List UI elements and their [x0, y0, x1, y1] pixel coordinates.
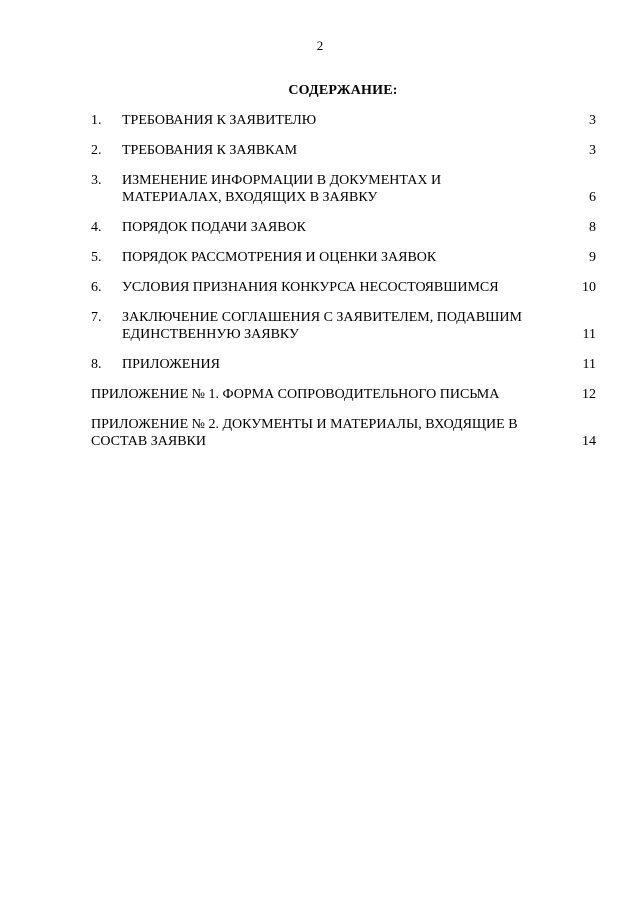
toc-entry-text: ПРИЛОЖЕНИЯ	[122, 357, 220, 372]
toc-entry-page: 3	[589, 113, 596, 128]
toc-entry	[91, 309, 596, 343]
toc-entry-text: ИЗМЕНЕНИЕ ИНФОРМАЦИИ В ДОКУМЕНТАХ И МАТЕРИАЛАХ, ВХОДЯЩИХ В ЗАЯВКУ	[122, 173, 442, 205]
toc-entry-text: ЗАКЛЮЧЕНИЕ СОГЛАШЕНИЯ С ЗАЯВИТЕЛЕМ, ПОДАВШИМ ЕДИНСТВЕННУЮ ЗАЯВКУ	[122, 310, 522, 342]
toc-entry-page: 8	[589, 220, 596, 235]
toc-entry-text: ПОРЯДОК ПОДАЧИ ЗАЯВОК	[122, 220, 306, 235]
toc-entry-number: 8.	[91, 357, 102, 372]
toc-entry	[91, 172, 596, 206]
toc-entry-text: ПРИЛОЖЕНИЕ № 1. ФОРМА СОПРОВОДИТЕЛЬНОГО ПИСЬМА	[91, 387, 500, 402]
toc-entry	[91, 219, 596, 236]
toc-entry-page: 9	[589, 250, 596, 265]
toc-appendix-entry	[91, 386, 596, 403]
toc-entry-number: 2.	[91, 143, 102, 158]
toc-entry	[91, 279, 596, 296]
toc-entry-number: 4.	[91, 220, 102, 235]
toc-entry-page: 11	[582, 327, 596, 342]
toc-entry-text: ТРЕБОВАНИЯ К ЗАЯВИТЕЛЮ	[122, 113, 317, 128]
page-number: 2	[316, 38, 324, 53]
toc-entry-text: ТРЕБОВАНИЯ К ЗАЯВКАМ	[122, 143, 298, 158]
toc-entry-page: 11	[582, 357, 596, 372]
toc-entry-text: УСЛОВИЯ ПРИЗНАНИЯ КОНКУРСА НЕСОСТОЯВШИМСЯ	[122, 280, 499, 295]
toc-entry	[91, 356, 596, 373]
toc-entry-page: 14	[582, 434, 596, 449]
toc-entry-number: 5.	[91, 250, 102, 265]
toc-entry-page: 12	[582, 387, 596, 402]
toc-entry-text: ПРИЛОЖЕНИЕ № 2. ДОКУМЕНТЫ И МАТЕРИАЛЫ, ВХОДЯЩИЕ В СОСТАВ ЗАЯВКИ	[91, 417, 518, 449]
toc-entry-number: 7.	[91, 310, 102, 325]
toc-entry-number: 6.	[91, 280, 102, 295]
toc-entry	[91, 112, 596, 129]
toc-entry-number: 1.	[91, 113, 102, 128]
toc-entry-page: 3	[589, 143, 596, 158]
toc-entry-page: 6	[589, 190, 596, 205]
table-of-contents	[91, 112, 596, 450]
toc-entry	[91, 142, 596, 159]
toc-entry	[91, 249, 596, 266]
toc-appendix-entry	[91, 416, 596, 450]
toc-title: СОДЕРЖАНИЕ:	[288, 83, 398, 98]
toc-entry-number: 3.	[91, 173, 102, 188]
toc-entry-text: ПОРЯДОК РАССМОТРЕНИЯ И ОЦЕНКИ ЗАЯВОК	[122, 250, 437, 265]
toc-entry-page: 10	[582, 280, 596, 295]
